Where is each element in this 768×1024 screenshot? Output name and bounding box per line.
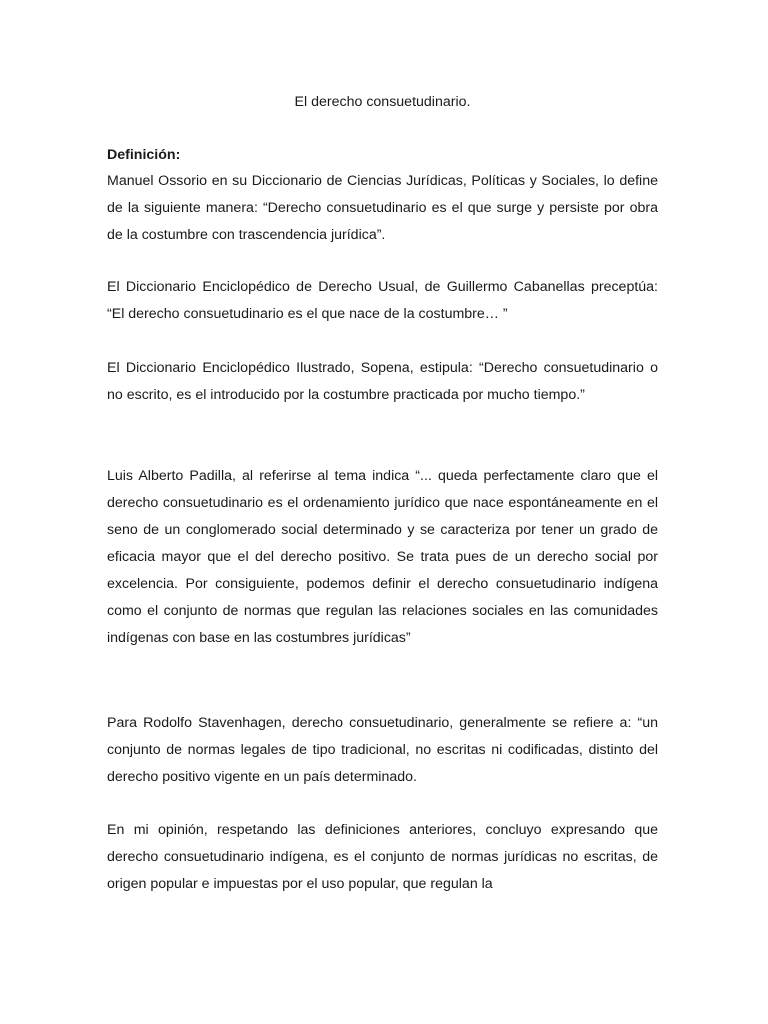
paragraph-opinion: En mi opinión, respetando las definiciones anteriores, concluyo expresando que derecho consuetudinario indígena, es el conjunto de normas jurídicas no escritas, de origen popular e impuestas por el uso popular, que regulan la <box>107 822 658 892</box>
definition-heading: Definición: <box>107 147 181 163</box>
paragraph-stavenhagen: Para Rodolfo Stavenhagen, derecho consuetudinario, generalmente se refiere a: “un conjunto de normas legales de tipo tradicional, no escritas ni codificadas, distinto del derecho positivo vigente en un país determinado. <box>107 715 658 785</box>
document-title: El derecho consuetudinario. <box>294 94 471 110</box>
paragraph-cabanellas: El Diccionario Enciclopédico de Derecho Usual, de Guillermo Cabanellas preceptúa: “El derecho consuetudinario es el que nace de la costumbre… ” <box>107 279 658 322</box>
paragraph-sopena: El Diccionario Enciclopédico Ilustrado, Sopena, estipula: “Derecho consuetudinario o no escrito, es el introducido por la costumbre practicada por mucho tiempo.” <box>107 360 658 403</box>
paragraph-ossorio: Manuel Ossorio en su Diccionario de Ciencias Jurídicas, Políticas y Sociales, lo define de la siguiente manera: “Derecho consuetudinario es el que surge y persiste por obra de la costumbre con trascendencia jurídica”. <box>107 173 658 243</box>
paragraph-padilla: Luis Alberto Padilla, al referirse al tema indica “... queda perfectamente claro que el derecho consuetudinario es el ordenamiento jurídico que nace espontáneamente en el seno de un conglomerado social determinado y se caracteriza por tener un grado de eficacia mayor que el del derecho positivo. Se trata pues de un derecho social por excelencia. Por consiguiente, podemos definir el derecho consuetudinario indígena como el conjunto de normas que regulan las relaciones sociales en las comunidades indígenas con base en las costumbres jurídicas” <box>107 468 658 646</box>
